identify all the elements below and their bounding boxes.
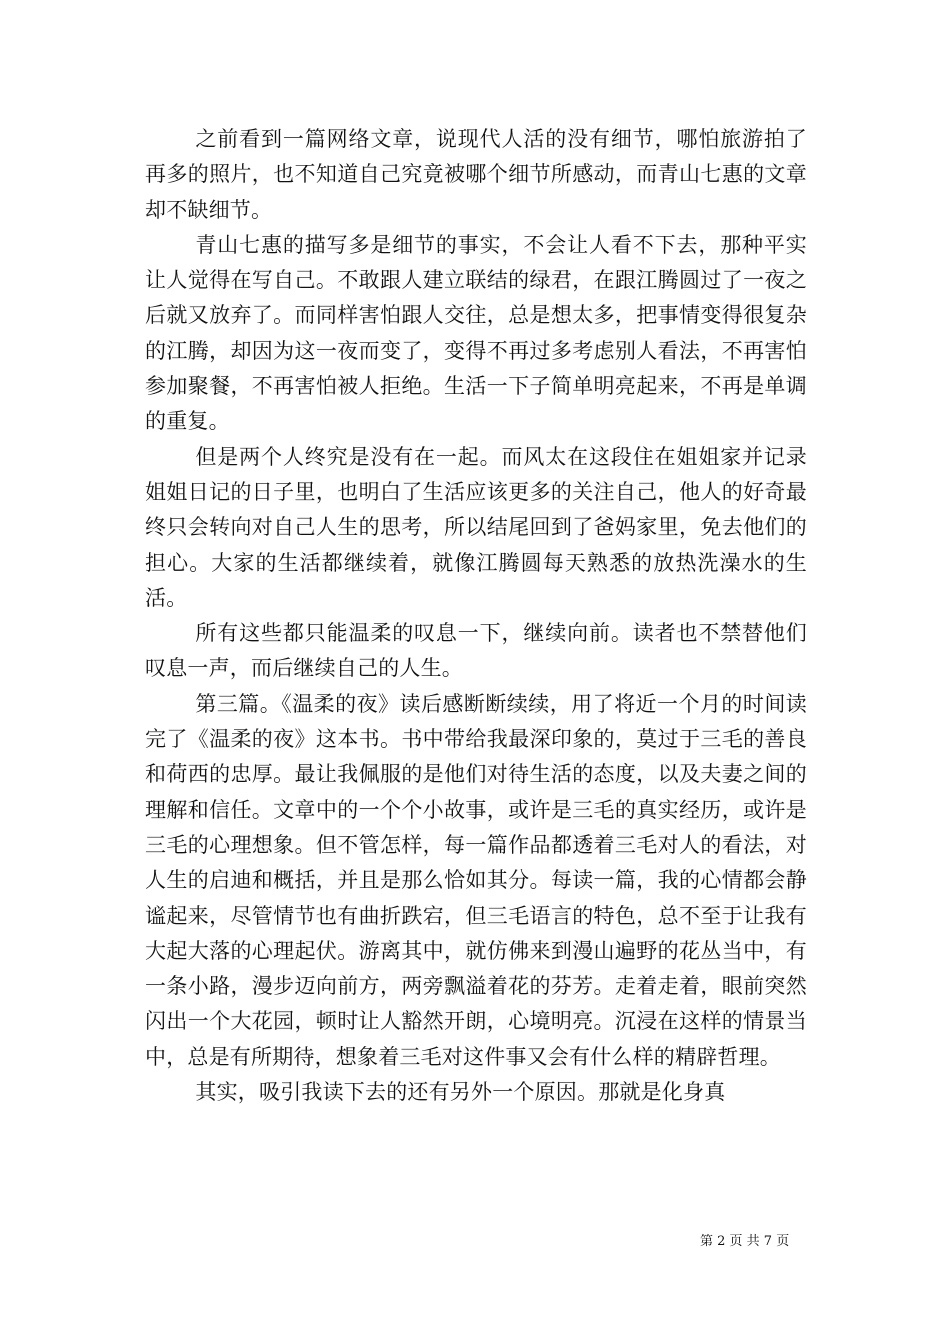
paragraph-2: 青山七惠的描写多是细节的事实，不会让人看不下去，那种平实让人觉得在写自己。不敢跟人建立联结的绿君，在跟江腾圆过了一夜之后就又放弃了。而同样害怕跟人交往，总是想太多，把事情变得很复杂的江腾，却因为这一夜而变了，变得不再过多考虑别人看法，不再害怕参加聚餐，不再害怕被人拒绝。生活一下子简单明亮起来，不再是单调的重复。 (145, 232, 807, 434)
document-body (145, 122, 807, 1110)
paragraph-5: 第三篇。《温柔的夜》读后感断断续续，用了将近一个月的时间读完了《温柔的夜》这本书。书中带给我最深印象的，莫过于三毛的善良和荷西的忠厚。最让我佩服的是他们对待生活的态度，以及夫妻之间的理解和信任。文章中的一个个小故事，或许是三毛的真实经历，或许是三毛的心理想象。但不管怎样，每一篇作品都透着三毛对人的看法，对人生的启迪和概括，并且是那么恰如其分。每读一篇，我的心情都会静谧起来，尽管情节也有曲折跌宕，但三毛语言的特色，总不至于让我有大起大落的心理起伏。游离其中，就仿佛来到漫山遍野的花丛当中，有一条小路，漫步迈向前方，两旁飘溢着花的芬芳。走着走着，眼前突然闪出一个大花园，顿时让人豁然开朗，心境明亮。沉浸在这样的情景当中，总是有所期待，想象着三毛对这件事又会有什么样的精辟哲理。 (145, 691, 807, 1069)
page-footer: 第 2 页 共 7 页 (700, 1234, 790, 1249)
paragraph-3: 但是两个人终究是没有在一起。而风太在这段住在姐姐家并记录姐姐日记的日子里，也明白了生活应该更多的关注自己，他人的好奇最终只会转向对自己人生的思考，所以结尾回到了爸妈家里，免去他们的担心。大家的生活都继续着，就像江腾圆每天熟悉的放热洗澡水的生活。 (145, 444, 807, 610)
paragraph-4: 所有这些都只能温柔的叹息一下，继续向前。读者也不禁替他们叹息一声，而后继续自己的人生。 (145, 621, 807, 681)
paragraph-1: 之前看到一篇网络文章，说现代人活的没有细节，哪怕旅游拍了再多的照片，也不知道自己究竟被哪个细节所感动，而青山七惠的文章却不缺细节。 (145, 127, 807, 222)
paragraph-6: 其实，吸引我读下去的还有另外一个原因。那就是化身真 (195, 1080, 726, 1105)
